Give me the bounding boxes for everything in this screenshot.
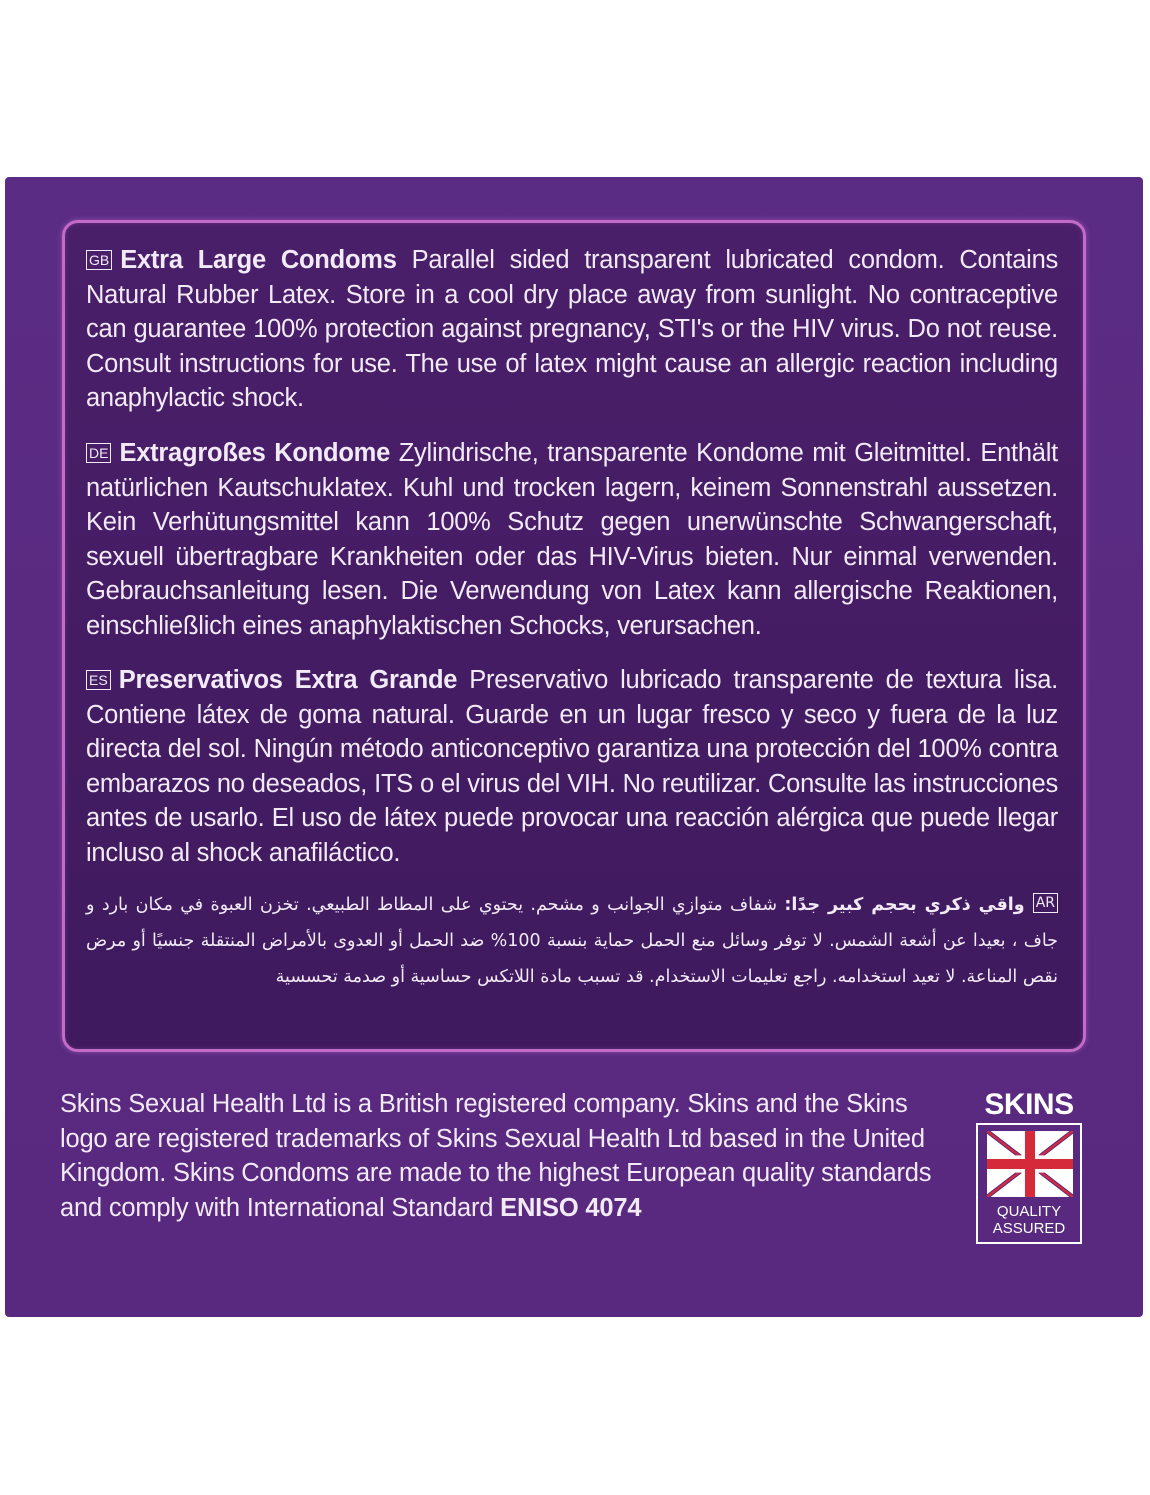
brand-name: SKINS (984, 1088, 1074, 1121)
section-es-heading: Preservativos Extra Grande (118, 666, 458, 694)
section-ar (86, 887, 1058, 995)
quality-label-line2: ASSURED (992, 1220, 1066, 1237)
section-gb (86, 243, 1058, 416)
section-de-body: Zylindrische, transparente Kondome mit Gleitmittel. Enthält natürlichen Kautschuklatex. Kuhl und trocken lagern, keinem Sonnenstrahl aussetzen. Kein Verhütungsmittel kann 100% Schutz gegen unerwünschte Schwangerschaft, sexuell übertragbare Krankheiten oder das HIV-Virus bieten. Nur einmal verwenden. Gebrauchsanleitung lesen. Die Verwendung von Latex kann allergische Reaktionen, einschließlich eines anaphylaktischen Schocks, verursachen. (86, 439, 1058, 640)
language-badge-gb: GB (86, 250, 112, 270)
language-badge-de: DE (86, 443, 111, 463)
section-ar-heading: واقي ذكري بحجم كبير جدًا: (784, 895, 1025, 915)
quality-label-line1: QUALITY (996, 1203, 1062, 1220)
section-ar-body: شفاف متوازي الجوانب و مشحم. يحتوي على المطاط الطبيعي. تخزن العبوة في مكان بارد و جاف ، بعيدا عن أشعة الشمس. لا توفر وسائل منع الحمل حماية بنسبة 100% ضد الحمل أو العدوى بالأمراض المنتقلة جنسيًا أو مرض نقص المناعة. لا تعيد استخدامه. راجع تعليمات الاستخدام. قد تسبب مادة اللاتكس حساسية أو صدمة تحسسية (86, 895, 1058, 987)
section-de (86, 436, 1058, 644)
company-disclaimer-text: Skins Sexual Health Ltd is a British registered company. Skins and the Skins logo are registered trademarks of Skins Sexual Health Ltd based in the United Kingdom. Skins Condoms are made to the highest European quality standards and comply with International Standard (60, 1090, 932, 1222)
quality-badge-frame (976, 1123, 1082, 1244)
section-gb-body: Parallel sided transparent lubricated condom. Contains Natural Rubber Latex. Store in a cool dry place away from sunlight. No contraceptive can guarantee 100% protection against pregnancy, STI's or the HIV virus. Do not reuse. Consult instructions for use. The use of latex might cause an allergic reaction including anaphylactic shock. (86, 246, 1058, 413)
language-badge-ar: AR (1033, 893, 1058, 913)
company-disclaimer (60, 1087, 960, 1225)
union-jack-flag-icon (987, 1131, 1073, 1197)
section-es (86, 663, 1058, 871)
section-es-body: Preservativo lubricado transparente de textura lisa. Contiene látex de goma natural. Guarde en un lugar fresco y seco y fuera de la luz directa del sol. Ningún método anticonceptivo garantiza una protección del 100% contra embarazos no deseados, ITS o el virus del VIH. No reutilizar. Consulte las instrucciones antes de usarlo. El uso de látex puede provocar una reacción alérgica que puede llegar incluso al shock anafiláctico. (86, 666, 1059, 867)
language-badge-es: ES (86, 670, 111, 690)
quality-assured-label (978, 1203, 1080, 1237)
skins-quality-logo (976, 1090, 1082, 1244)
section-de-heading: Extragroßes Kondome (119, 439, 391, 467)
standard-number: ENISO 4074 (500, 1193, 642, 1222)
section-gb-heading: Extra Large Condoms (120, 246, 397, 274)
